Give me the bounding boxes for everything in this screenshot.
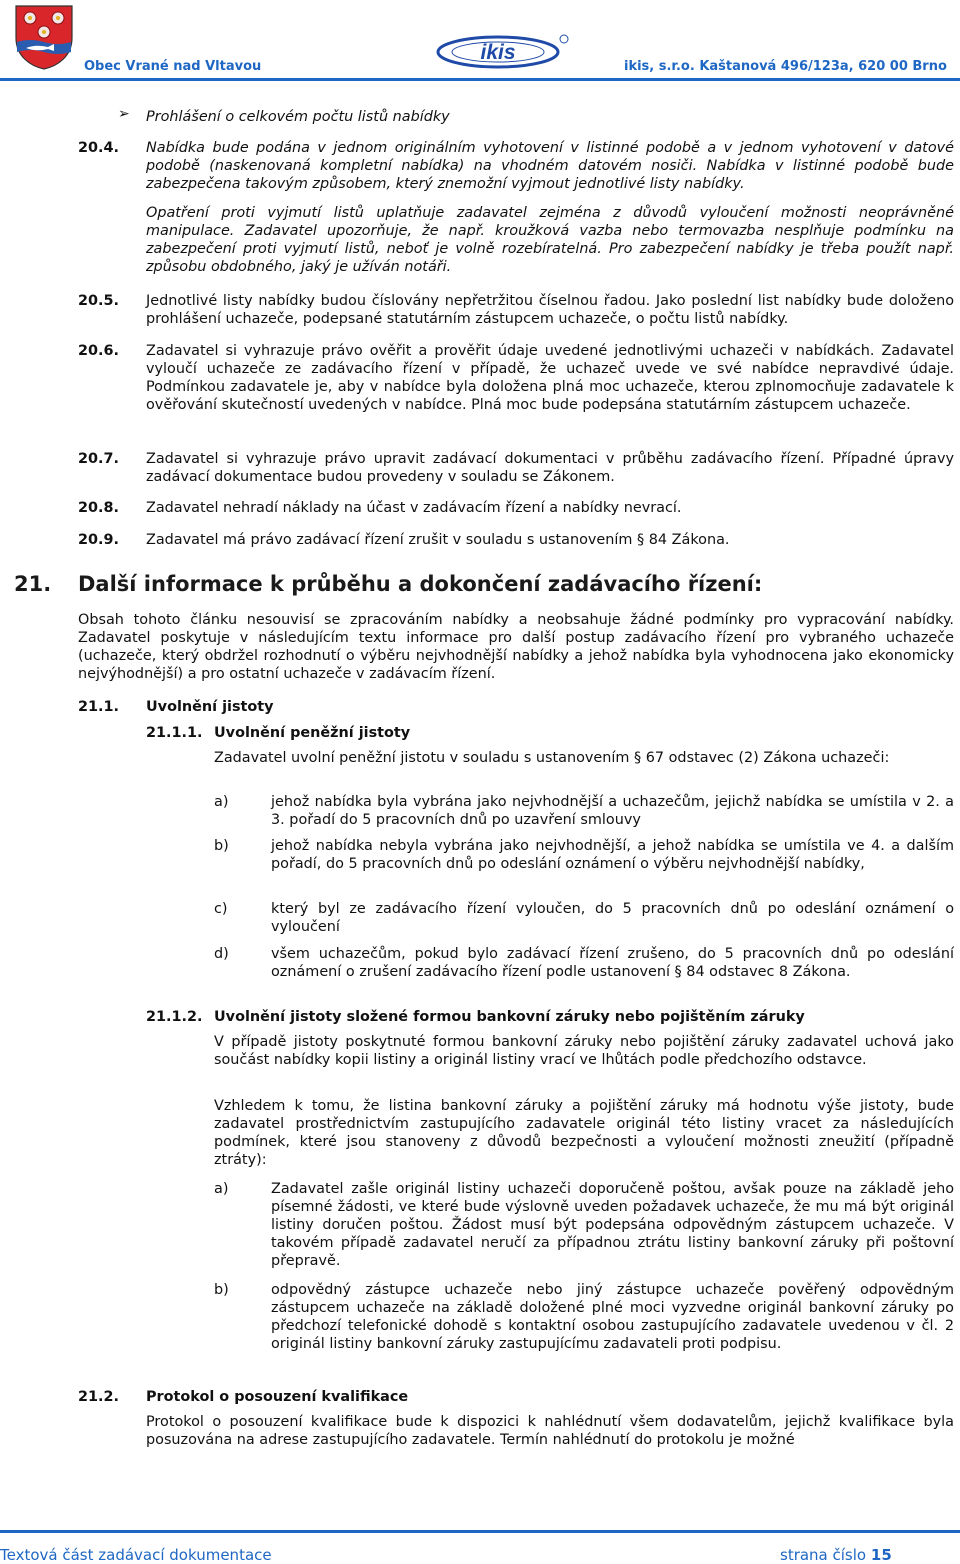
arrow-bullet-icon: ➢ [118, 106, 130, 122]
section-21-1-2-para1: V případě jistoty poskytnuté formou bankovní záruky nebo pojištění záruky zadavatel uchová jako součást nabídky kopii listiny a originál listiny vrací ve lhůtách podle předchozího odstavce. [214, 1034, 954, 1068]
list-item-text: Zadavatel zašle originál listiny uchazeči doporučeně poštou, avšak pouze na základě jeho písemné žádosti, ve které bude výslovně uveden požadavek uchazeče, že mu má být originál listiny doručen poštou. Žádost musí být podepsána odpovědným zástupcem uchazeče. V takovém případě zadavatel neručí za případnou ztrátu listiny bankovní záruky při poštovní přepravě. [271, 1181, 954, 1269]
section-21-1-1-lead: Zadavatel uvolní peněžní jistotu v souladu s ustanovením § 67 odstavec (2) Zákona uchazeči: [214, 750, 890, 766]
section-number-21-1-1: 21.1.1. [146, 725, 203, 741]
header-divider [0, 78, 960, 81]
page-label: strana číslo [780, 1546, 867, 1564]
section-21-1-title: Uvolnění jistoty [146, 699, 274, 715]
section-21-intro: Obsah tohoto článku nesouvisí se zpracováním nabídky a neobsahuje žádné podmínky pro vypracování nabídky. Zadavatel poskytuje v následujícím textu informace pro další postup zadávacího řízení pro vybraného uchazeče (uchazeče, který obdržel rozhodnutí o výběru nejvhodnější nabídky a jehož nabídka byla vyhodnocena jako ekonomicky nejvýhodnější) a pro ostatní uchazeče v zadávacím řízení. [78, 612, 954, 682]
header-company-address: ikis, s.r.o. Kaštanová 496/123a, 620 00 Brno [624, 59, 947, 74]
footer-divider [0, 1530, 960, 1533]
section-number-21-1: 21.1. [78, 699, 119, 715]
page-header [0, 0, 960, 80]
section-number-21-1-2: 21.1.2. [146, 1009, 203, 1025]
ikis-logo-icon [436, 30, 576, 72]
section-number-20-6: 20.6. [78, 343, 119, 359]
section-21-2-text: Protokol o posouzení kvalifikace bude k dispozici k nahlédnutí všem dodavatelům, jejichž kvalifikace byla posuzována na adrese zastupujícího zadavatele. Termín nahlédnutí do protokolu je možné [146, 1414, 954, 1448]
section-21-heading [14, 572, 763, 596]
list-item-text: jehož nabídka byla vybrána jako nejvhodnější a uchazečům, jejichž nabídka se umístila v 2. a 3. pořadí do 5 pracovních dnů po uzavření smlouvy [271, 794, 954, 828]
section-21-1-2-title: Uvolnění jistoty složené formou bankovní záruky nebo pojištěním záruky [214, 1009, 805, 1025]
svg-text:ikis: ikis [480, 41, 516, 64]
section-number-20-9: 20.9. [78, 532, 119, 548]
list-item-text: který byl ze zadávacího řízení vyloučen, do 5 pracovních dnů po odeslání oznámení o vyloučení [271, 901, 954, 935]
header-municipality: Obec Vrané nad Vltavou [84, 59, 262, 74]
section-21-number: 21. [14, 572, 52, 596]
section-21-2-title: Protokol o posouzení kvalifikace [146, 1389, 409, 1405]
list-item-letter: b) [214, 838, 229, 854]
section-21-1-1-title: Uvolnění peněžní jistoty [214, 725, 411, 741]
section-number-20-5: 20.5. [78, 293, 119, 309]
list-item-letter: a) [214, 1181, 229, 1197]
section-20-4-para2: Opatření proti vyjmutí listů uplatňuje zadavatel zejména z důvodů vyloučení možnosti neoprávněné manipulace. Zadavatel upozorňuje, že např. kroužková vazba nebo termovazba nesplňuje podmínku na zabezpečení proti vyjmutí listů, neboť je volně rozebíratelná. Pro zabezpečení nabídky je třeba použít např. způsobu obdobného, jaký je užíván notáři. [146, 205, 954, 275]
section-20-8-text: Zadavatel nehradí náklady na účast v zadávacím řízení a nabídky nevrací. [146, 500, 682, 516]
section-21-title: Další informace k průběhu a dokončení zadávacího řízení: [78, 572, 763, 596]
list-item-text: všem uchazečům, pokud bylo zadávací řízení zrušeno, do 5 pracovních dnů po odeslání oznámení o zrušení zadávacího řízení podle ustanovení § 84 odstavec 8 Zákona. [271, 946, 954, 980]
section-number-21-2: 21.2. [78, 1389, 119, 1405]
footer-page-number [780, 1546, 892, 1564]
bullet-text: Prohlášení o celkovém počtu listů nabídky [146, 109, 450, 125]
page-number: 15 [870, 1546, 892, 1564]
section-number-20-4: 20.4. [78, 140, 119, 156]
list-item-letter: a) [214, 794, 229, 810]
section-number-20-7: 20.7. [78, 451, 119, 467]
list-item-letter: b) [214, 1282, 229, 1298]
section-20-6-text: Zadavatel si vyhrazuje právo ověřit a prověřit údaje uvedené jednotlivými uchazeči v nabídkách. Zadavatel vyloučí uchazeče ze zadávacího řízení v případě, že uchazeč uvede ve své nabídce nepravdivé údaje. Podmínkou zadavatele je, aby v nabídce byla doložena plná moc uchazeče, kterou zplnomocňuje zadavatele k ověřování skutečností uvedených v nabídce. Plná moc bude podepsána statutárním zástupcem uchazeče. [146, 343, 954, 413]
section-20-7-text: Zadavatel si vyhrazuje právo upravit zadávací dokumentaci v průběhu zadávacího řízení. Případné úpravy zadávací dokumentace budou provedeny v souladu se Zákonem. [146, 451, 954, 485]
list-item-text: jehož nabídka nebyla vybrána jako nejvhodnější, a jehož nabídka se umístila ve 4. a dalším pořadí, do 5 pracovních dnů po odeslání oznámení o výběru nejvhodnější nabídky, [271, 838, 954, 872]
footer-document-title: Textová část zadávací dokumentace [0, 1546, 272, 1564]
section-21-1-2-para2: Vzhledem k tomu, že listina bankovní záruky a pojištění záruky má hodnotu výše jistoty, bude zadavatel prostřednictvím zastupujícího zadavatele originál této listiny vracet za následujících podmínek, které jsou stanoveny z důvodů bezpečnosti a vyloučení možnosti zneužití (případně ztráty): [214, 1098, 954, 1168]
list-item-text: odpovědný zástupce uchazeče nebo jiný zástupce uchazeče pověřený odpovědným zástupcem uchazeče na základě doložené plné moci vyzvedne originál bankovní záruky po předchozí telefonické dohodě s kontaktní osobou zastupujícího zadavatele uvedenou v čl. 2 originál listiny bankovní záruky zastupujícímu zadavateli proti podpisu. [271, 1282, 954, 1352]
section-20-4-para1: Nabídka bude podána v jednom originálním vyhotovení v listinné podobě a v jednom vyhotovení v datové podobě (naskenovaná kompletní nabídka) na vhodném datovém nosiči. Nabídka v listinné podobě bude zabezpečena takovým způsobem, který znemožní vyjmout jednotlivé listy nabídky. [146, 140, 954, 192]
list-item-letter: c) [214, 901, 228, 917]
coat-of-arms-icon [14, 4, 74, 70]
section-20-5-text: Jednotlivé listy nabídky budou číslovány nepřetržitou číselnou řadou. Jako poslední list nabídky bude doloženo prohlášení uchazeče, podepsané statutárním zástupcem uchazeče, o počtu listů nabídky. [146, 293, 954, 327]
section-number-20-8: 20.8. [78, 500, 119, 516]
list-item-letter: d) [214, 946, 229, 962]
section-20-9-text: Zadavatel má právo zadávací řízení zrušit v souladu s ustanovením § 84 Zákona. [146, 532, 730, 548]
